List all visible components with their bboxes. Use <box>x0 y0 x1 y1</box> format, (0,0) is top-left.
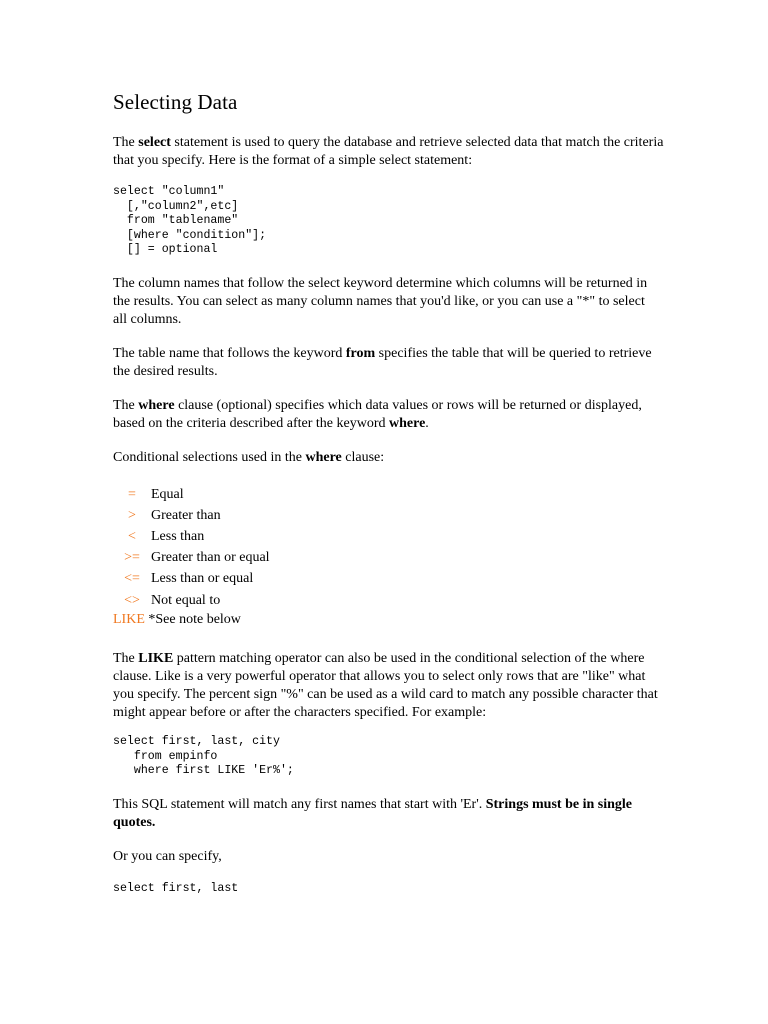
intro-paragraph <box>113 134 673 170</box>
operator-description: Equal <box>151 486 184 502</box>
columns-paragraph: The column names that follow the select keyword determine which columns will be returned in the results. You can select as many column names that you'd like, or you can use a "*" to select all columns. <box>113 276 648 327</box>
operator-symbol: < <box>128 528 136 544</box>
operator-symbol: >= <box>124 550 140 566</box>
strings-note: Strings must be in single quotes. <box>113 797 632 830</box>
where-keyword-3: where <box>305 450 342 465</box>
like-paragraph <box>113 650 658 722</box>
like-example-code: select first, last, city from empinfo where first LIKE 'Er%'; <box>113 735 294 778</box>
or-paragraph: Or you can specify, <box>113 849 222 864</box>
match-text-pre: This SQL statement will match any first names that start with 'Er'. <box>113 797 486 812</box>
where-paragraph <box>113 397 653 433</box>
cond-text-pre: Conditional selections used in the <box>113 450 306 465</box>
operators-list <box>113 484 270 611</box>
where-text-mid: clause (optional) specifies which data values or rows will be returned or displayed, based on the criteria described after the keyword <box>113 398 642 431</box>
like-keyword-bold: LIKE <box>138 651 174 666</box>
operator-row <box>113 505 270 526</box>
operator-row <box>113 569 270 590</box>
operator-symbol: = <box>128 486 136 502</box>
operator-description: Greater than or equal <box>151 550 270 566</box>
table-paragraph <box>113 345 653 381</box>
where-text-pre: The <box>113 398 139 413</box>
like-text-post: pattern matching operator can also be used in the conditional selection of the where clause. Like is a very powerful operator that allows you to select only rows that are "like" what you specify. The percent sign "%" can be used as a wild card to match any possible character that might appear before or after the characters specified. For example: <box>113 651 658 720</box>
select-syntax-code: select "column1" [,"column2",etc] from "tablename" [where "condition"]; [] = optional <box>113 185 267 257</box>
intro-text-post: statement is used to query the database and retrieve selected data that match the criteria that you specify. Here is the format of a simple select statement: <box>113 135 664 168</box>
operator-symbol: <> <box>124 592 140 608</box>
like-text-pre: The <box>113 651 139 666</box>
table-text-post: specifies the table that will be queried to retrieve the desired results. <box>113 346 652 379</box>
where-keyword-2: where <box>389 416 426 431</box>
match-paragraph <box>113 796 658 832</box>
operator-symbol: <= <box>124 571 140 587</box>
where-keyword: where <box>138 398 175 413</box>
select-example-code: select first, last <box>113 882 239 895</box>
like-row <box>113 612 241 628</box>
conditional-paragraph <box>113 449 673 467</box>
operator-description: Less than or equal <box>151 571 254 587</box>
from-keyword: from <box>345 346 376 361</box>
where-text-post: . <box>425 416 429 431</box>
like-keyword: LIKE <box>113 612 145 627</box>
table-text-pre: The table name that follows the keyword <box>113 346 346 361</box>
select-keyword: select <box>138 135 171 150</box>
operator-symbol: > <box>128 507 136 523</box>
operator-description: Less than <box>151 528 205 544</box>
operator-row <box>113 548 270 569</box>
page-title: Selecting Data <box>113 90 238 114</box>
operator-row <box>113 484 270 505</box>
intro-text-pre: The <box>113 135 139 150</box>
operator-row <box>113 526 270 547</box>
operator-description: Not equal to <box>151 592 221 608</box>
like-note: *See note below <box>144 612 241 627</box>
operator-description: Greater than <box>151 507 221 523</box>
operator-row <box>113 590 270 611</box>
cond-text-post: clause: <box>341 450 385 465</box>
